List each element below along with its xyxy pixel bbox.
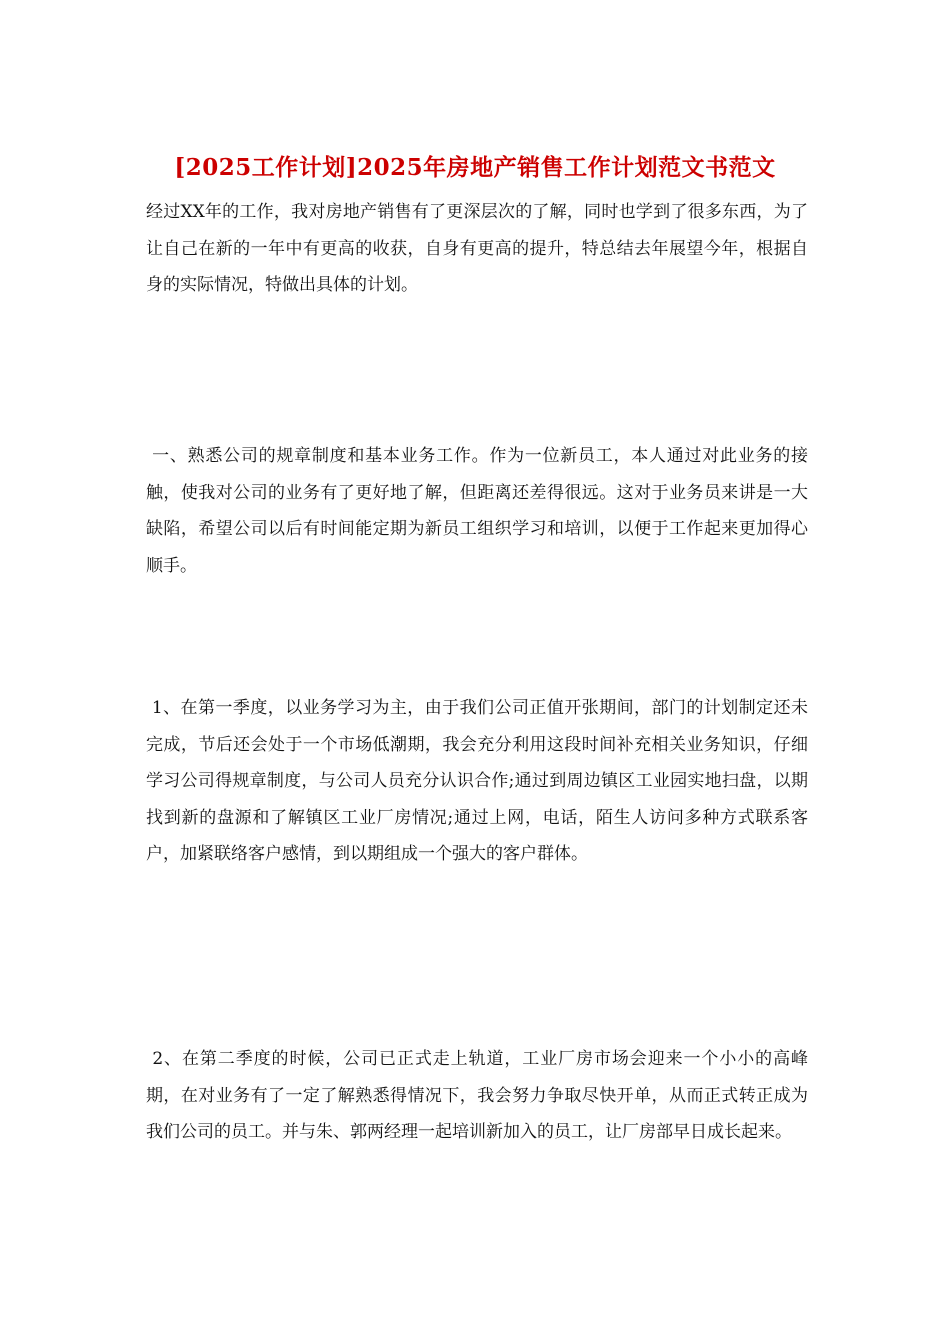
section-one-paragraph: 一、熟悉公司的规章制度和基本业务工作。作为一位新员工，本人通过对此业务的接触，使我对公司的业务有了更好地了解，但距离还差得很远。这对于业务员来讲是一大缺陷，希望公司以后有时间能定期为新员工组织学习和培训，以便于工作起来更加得心顺手。 <box>146 446 809 576</box>
quarter-one-paragraph: 1、在第一季度，以业务学习为主，由于我们公司正值开张期间，部门的计划制定还未完成，节后还会处于一个市场低潮期，我会充分利用这段时间补充相关业务知识，仔细学习公司得规章制度，与公司人员充分认识合作;通过到周边镇区工业园实地扫盘，以期找到新的盘源和了解镇区工业厂房情况;通过上网，电话，陌生人访问多种方式联系客户，加紧联络客户感情，到以期组成一个强大的客户群体。 <box>146 698 808 864</box>
quarter-two-paragraph: 2、在第二季度的时候，公司已正式走上轨道，工业厂房市场会迎来一个小小的高峰期，在对业务有了一定了解熟悉得情况下，我会努力争取尽快开单，从而正式转正成为我们公司的员工。并与朱、郭两经理一起培训新加入的员工，让厂房部早日成长起来。 <box>146 1049 808 1142</box>
document-title: [2025工作计划]2025年房地产销售工作计划范文书范文 <box>174 154 776 181</box>
intro-paragraph: 经过XX年的工作，我对房地产销售有了更深层次的了解，同时也学到了很多东西，为了让自己在新的一年中有更高的收获，自身有更高的提升，特总结去年展望今年，根据自身的实际情况，特做出具体的计划。 <box>146 202 808 295</box>
